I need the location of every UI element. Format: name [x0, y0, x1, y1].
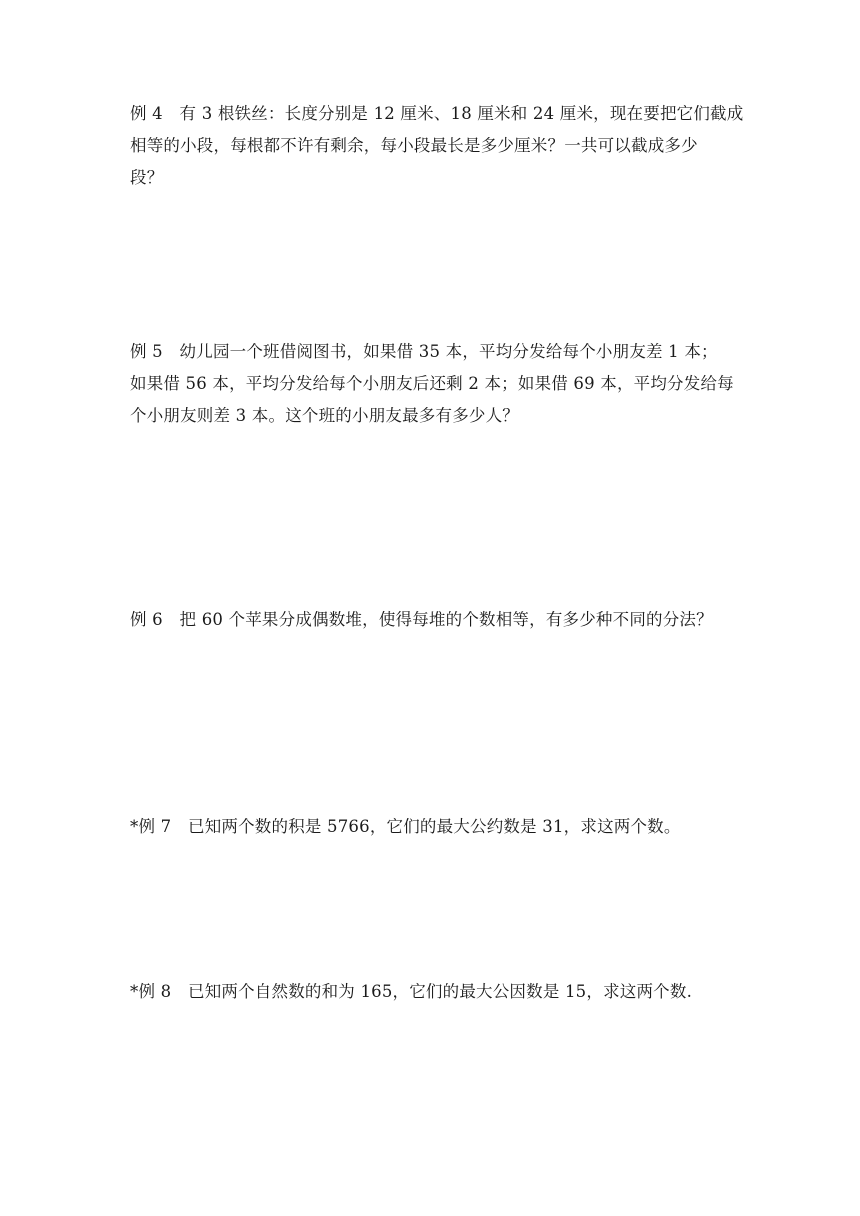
problem-example-8 [130, 976, 750, 1008]
problem-line: 相等的小段，每根都不许有剩余，每小段最长是多少厘米？一共可以截成多少 [130, 136, 698, 155]
problem-line: 例 5 幼儿园一个班借阅图书，如果借 35 本，平均分发给每个小朋友差 1 本； [130, 342, 718, 361]
problem-line: *例 8 已知两个自然数的和为 165，它们的最大公因数是 15，求这两个数. [130, 982, 693, 1001]
problem-line: 如果借 56 本，平均分发给每个小朋友后还剩 2 本；如果借 69 本，平均分发给每 [130, 374, 734, 393]
problem-line: 例 4 有 3 根铁丝：长度分别是 12 厘米、18 厘米和 24 厘米，现在要把它们截成 [130, 104, 744, 123]
problem-line: 个小朋友则差 3 本。这个班的小朋友最多有多少人？ [130, 406, 519, 425]
problem-line: 段？ [130, 168, 164, 187]
problem-example-7 [130, 811, 750, 843]
problem-example-6 [130, 604, 750, 636]
problem-line: 例 6 把 60 个苹果分成偶数堆，使得每堆的个数相等，有多少种不同的分法？ [130, 610, 713, 629]
problem-example-5 [130, 336, 750, 432]
problem-example-4 [130, 98, 750, 194]
problem-line: *例 7 已知两个数的积是 5766，它们的最大公约数是 31，求这两个数。 [130, 817, 681, 836]
